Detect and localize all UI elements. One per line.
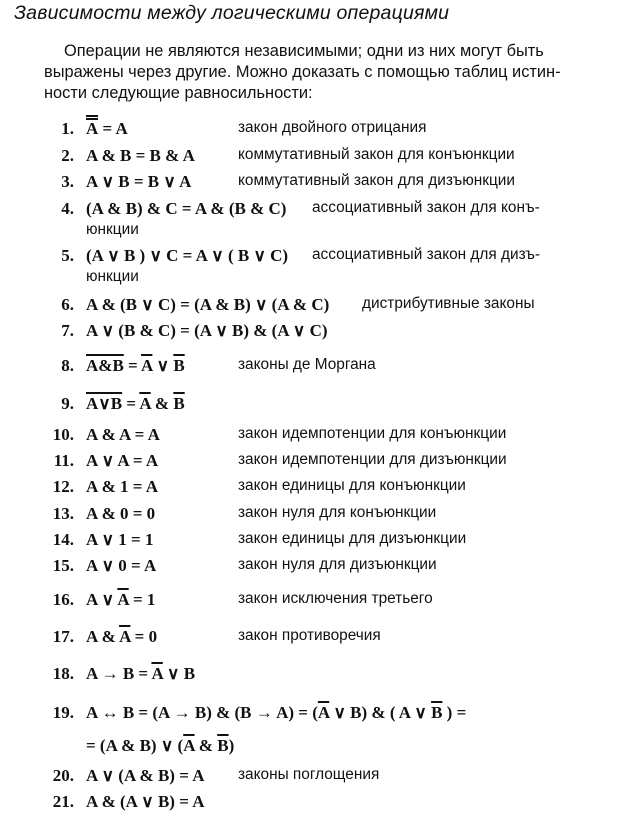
law-name: закон идемпотенции для конъюнкции <box>238 425 507 442</box>
formula: A ∨ (A & B) = A <box>86 766 205 785</box>
formula: A & (A ∨ B) = A <box>86 792 205 811</box>
formula: A∨B = $\overline{A}$ & $\overline{B}$ <box>86 394 185 413</box>
formula: A & B = B & A <box>86 146 195 165</box>
item-number: 3. <box>61 172 74 191</box>
section-heading: Зависимости между логическими операциями <box>14 2 450 24</box>
item-number: 18. <box>52 664 74 683</box>
item-number: 9. <box>61 394 74 413</box>
law-name: закон единицы для конъюнкции <box>238 477 466 494</box>
formula: A ∨ A = A <box>86 451 159 470</box>
formula: A & 0 = 0 <box>86 504 156 523</box>
formula-continued: = (A & B) ∨ ($\overline{A}$ & $\overline{B}$) <box>86 736 235 755</box>
formula: A ∨ (B & C) = (A ∨ B) & (A ∨ C) <box>86 321 328 340</box>
item-number: 12. <box>52 477 74 496</box>
item-number: 19. <box>52 703 74 722</box>
intro-paragraph <box>44 41 610 104</box>
item-number: 17. <box>52 627 74 646</box>
law-name: ассоциативный закон для конъ- <box>312 199 540 216</box>
formula: A & 1 = A <box>86 477 159 496</box>
law-name: закон единицы для дизъюнкции <box>238 530 467 547</box>
item-number: 20. <box>52 766 74 785</box>
item-number: 11. <box>53 451 74 470</box>
item-number: 14. <box>52 530 74 549</box>
item-number: 4. <box>61 199 74 218</box>
item-number: 15. <box>52 556 74 575</box>
law-name: законы поглощения <box>238 766 380 783</box>
item-number: 13. <box>52 504 74 523</box>
item-number: 21. <box>52 792 74 811</box>
law-name: закон нуля для конъюнкции <box>238 504 437 521</box>
formula: $A \to B = \overline{A}$ ∨ B <box>86 664 196 683</box>
item-number: 5. <box>61 246 74 265</box>
law-name-continued: юнкции <box>86 221 139 238</box>
law-name: закон исключения третьего <box>238 590 433 607</box>
law-name: ассоциативный закон для дизъ- <box>312 246 541 263</box>
item-number: 7. <box>61 321 74 340</box>
formula: A & (B ∨ C) = (A & B) ∨ (A & C) <box>86 295 330 314</box>
law-name: дистрибутивные законы <box>362 295 535 312</box>
formula: A ∨ B = B ∨ A <box>86 172 192 191</box>
formula: (A & B) & C = A & (B & C) <box>86 199 287 218</box>
intro-line: выражены через другие. Можно доказать с помощью таблиц истин- <box>44 63 561 81</box>
formula: A & A = A <box>86 425 160 444</box>
item-number: 1. <box>61 119 74 138</box>
formula: A ∨ 1 = 1 <box>86 530 154 549</box>
item-number: 2. <box>61 146 74 165</box>
formula: A & $\overline{A} = 0$ <box>86 627 158 646</box>
law-name: законы де Моргана <box>238 356 376 373</box>
item-number: 8. <box>61 356 74 375</box>
item-number: 6. <box>61 295 74 314</box>
law-name: закон идемпотенции для дизъюнкции <box>238 451 507 468</box>
formula: A ↔ B = (A → B) & $(B \to A) = (\overline{A}$ ∨ B) & ( A ∨ $\overline{B}$ ) = <box>86 703 467 722</box>
formula: (A ∨ B ) ∨ C = A ∨ ( B ∨ C) <box>86 246 289 265</box>
intro-line: Операции не являются независимыми; одни из них могут быть <box>64 42 544 60</box>
law-name: коммутативный закон для дизъюнкции <box>238 172 515 189</box>
formula: A = A <box>86 119 128 138</box>
intro-line: ности следующие равносильности: <box>44 84 313 102</box>
law-name: коммутативный закон для конъюнкции <box>238 146 515 163</box>
law-name: закон двойного отрицания <box>238 119 427 136</box>
formula: A&B = $\overline{A}$ ∨ $\overline{B}$ <box>86 356 185 375</box>
item-number: 10. <box>52 425 74 444</box>
law-name: закон противоречия <box>238 627 381 644</box>
formula: A ∨ 0 = A <box>86 556 157 575</box>
item-number: 16. <box>52 590 74 609</box>
law-name-continued: юнкции <box>86 268 139 285</box>
formula: A ∨ $\overline{A} = 1$ <box>86 590 156 609</box>
law-name: закон нуля для дизъюнкции <box>238 556 437 573</box>
